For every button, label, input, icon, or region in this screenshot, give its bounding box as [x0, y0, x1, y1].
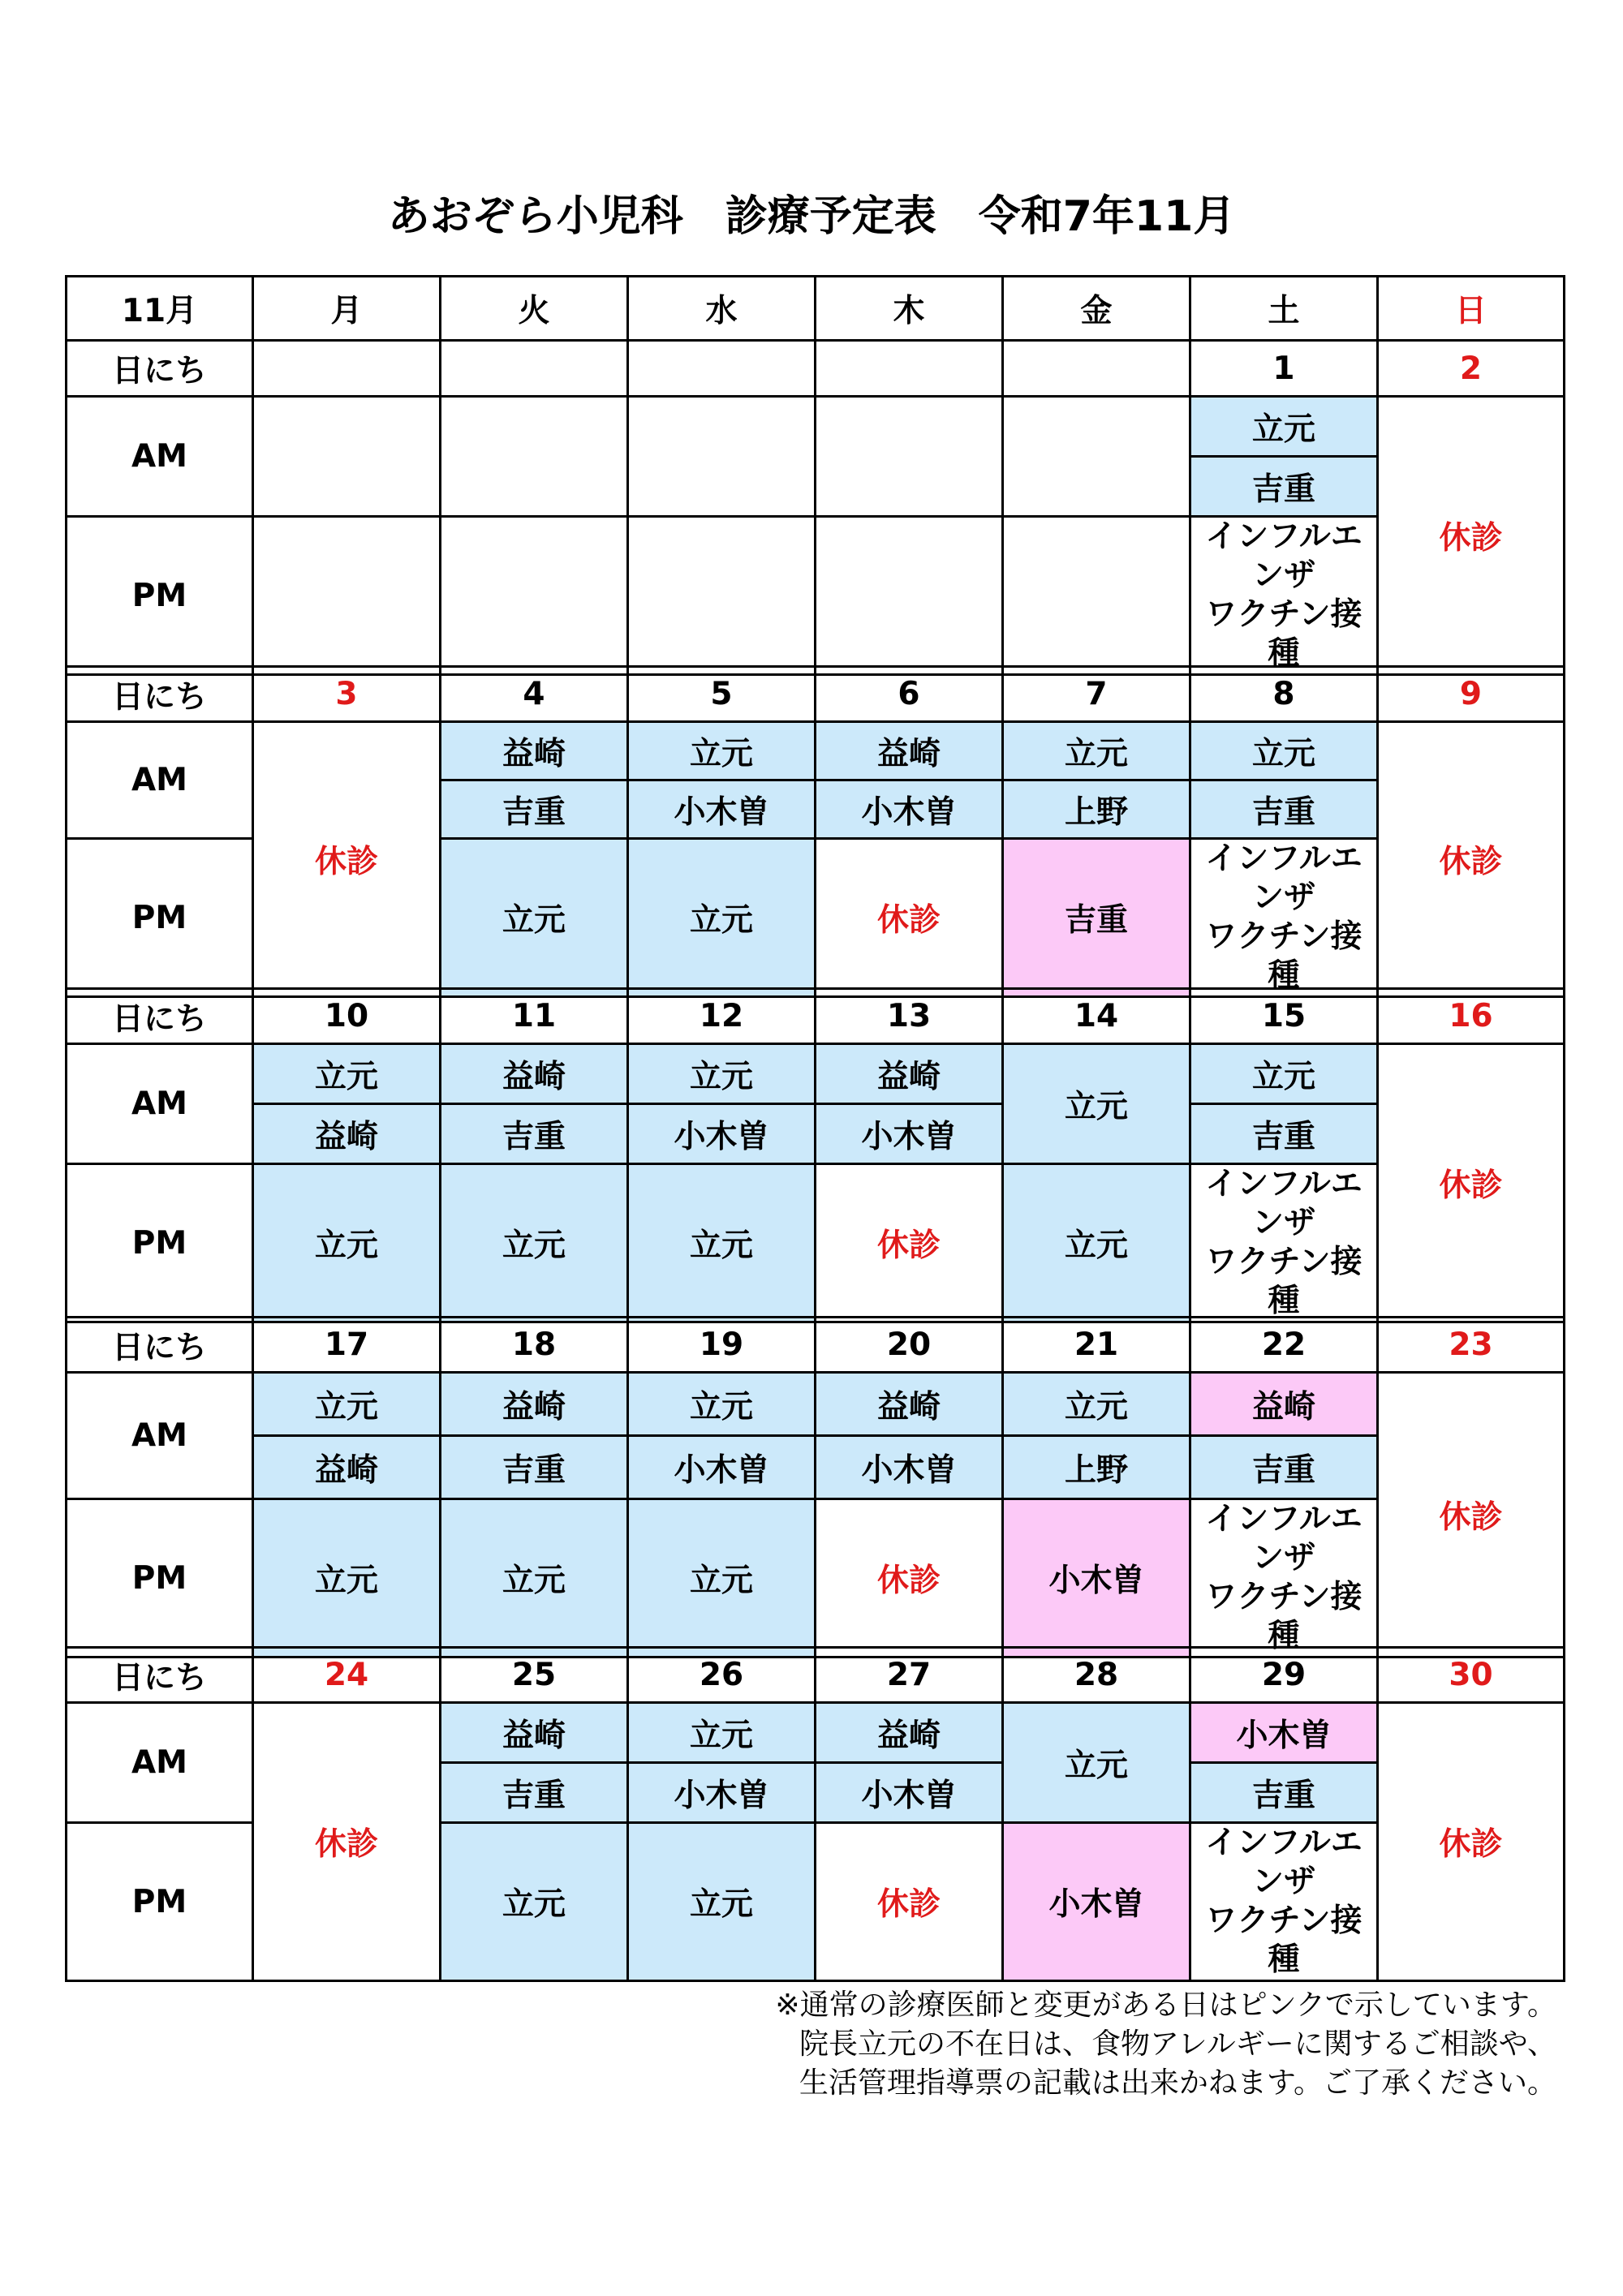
doctor-cell: 益崎 [441, 1044, 628, 1104]
date-cell: 22 [1190, 1318, 1378, 1373]
vaccine-line2: ワクチン接種 [1205, 1903, 1363, 1978]
am-label: AM [67, 722, 253, 839]
doctor-cell: 益崎 [816, 1703, 1003, 1763]
doctor-cell: 益崎 [816, 1044, 1003, 1104]
doctor-cell: 立元 [628, 1823, 816, 1981]
date-cell: 27 [816, 1648, 1003, 1703]
doctor-cell: 立元 [441, 839, 628, 997]
vaccine-line2: ワクチン接種 [1205, 918, 1363, 994]
date-row-label: 日にち [67, 1318, 253, 1373]
doctor-cell: 立元 [441, 1499, 628, 1658]
pm-label: PM [67, 1823, 253, 1981]
doctor-cell: 立元 [628, 1703, 816, 1763]
schedule-week-4 [65, 1316, 1565, 1658]
date-cell: 18 [441, 1318, 628, 1373]
date-cell: 1 [1190, 341, 1378, 397]
date-cell: 5 [628, 667, 816, 722]
doctor-cell: 益崎 [253, 1104, 441, 1164]
empty-cell [816, 517, 1003, 675]
date-cell: 2 [1378, 341, 1565, 397]
am-label: AM [67, 1373, 253, 1499]
doctor-cell: 吉重 [441, 1436, 628, 1499]
empty-cell [441, 517, 628, 675]
date-cell: 9 [1378, 667, 1565, 722]
doctor-cell: 小木曽 [628, 1436, 816, 1499]
date-cell: 29 [1190, 1648, 1378, 1703]
doctor-cell: 上野 [1003, 1436, 1190, 1499]
vaccine-cell [1190, 1823, 1378, 1981]
empty-cell [253, 517, 441, 675]
doctor-cell: 立元 [253, 1164, 441, 1322]
date-cell: 17 [253, 1318, 441, 1373]
am-label: AM [67, 397, 253, 517]
date-cell: 15 [1190, 989, 1378, 1044]
schedule-week-2 [65, 665, 1565, 998]
date-cell [441, 341, 628, 397]
header-month: 11月 [67, 277, 253, 341]
doctor-cell: 益崎 [441, 1703, 628, 1763]
closed-cell: 休診 [253, 722, 441, 997]
doctor-cell: 小木曽 [816, 780, 1003, 839]
date-row-label: 日にち [67, 1648, 253, 1703]
vaccine-cell [1190, 839, 1378, 997]
doctor-cell: 立元 [628, 1499, 816, 1658]
footnote [775, 1986, 1556, 2103]
date-cell [1003, 341, 1190, 397]
doctor-cell: 立元 [253, 1373, 441, 1436]
doctor-cell: 吉重 [441, 1763, 628, 1823]
vaccine-cell [1190, 1164, 1378, 1322]
closed-cell: 休診 [1378, 722, 1565, 997]
pm-label: PM [67, 1499, 253, 1658]
date-cell: 14 [1003, 989, 1190, 1044]
doctor-cell: 立元 [253, 1499, 441, 1658]
vaccine-cell [1190, 517, 1378, 675]
date-row-label: 日にち [67, 989, 253, 1044]
doctor-cell: 立元 [1003, 1373, 1190, 1436]
empty-cell [441, 397, 628, 517]
closed-cell: 休診 [816, 1823, 1003, 1981]
vaccine-line1: インフルエンザ [1205, 841, 1363, 916]
date-cell: 16 [1378, 989, 1565, 1044]
doctor-cell: 立元 [1190, 722, 1378, 780]
am-label: AM [67, 1044, 253, 1164]
page-title: あおぞら小児科 診療予定表 令和7年11月 [387, 192, 1236, 241]
date-cell: 4 [441, 667, 628, 722]
doctor-cell: 立元 [628, 1044, 816, 1104]
date-cell: 13 [816, 989, 1003, 1044]
vaccine-line2: ワクチン接種 [1205, 596, 1363, 672]
date-cell [253, 341, 441, 397]
header-day-fri: 金 [1003, 277, 1190, 341]
doctor-cell: 吉重 [1190, 1763, 1378, 1823]
doctor-cell: 吉重 [441, 1104, 628, 1164]
doctor-cell: 吉重 [1190, 1436, 1378, 1499]
vaccine-cell [1190, 1499, 1378, 1658]
date-cell: 8 [1190, 667, 1378, 722]
doctor-cell: 益崎 [441, 1373, 628, 1436]
header-day-sat: 土 [1190, 277, 1378, 341]
doctor-cell: 小木曽 [628, 780, 816, 839]
header-day-tue: 火 [441, 277, 628, 341]
vaccine-line2: ワクチン接種 [1205, 1244, 1363, 1319]
doctor-cell: 小木曽 [628, 1104, 816, 1164]
doctor-cell-changed: 吉重 [1003, 839, 1190, 997]
doctor-cell-changed: 小木曽 [1190, 1703, 1378, 1763]
doctor-cell: 吉重 [441, 780, 628, 839]
doctor-cell: 小木曽 [628, 1763, 816, 1823]
pm-label: PM [67, 839, 253, 997]
note-line: ※通常の診療医師と変更がある日はピンクで示しています。 [775, 1989, 1556, 2022]
closed-cell: 休診 [816, 1499, 1003, 1658]
doctor-cell-changed: 小木曽 [1003, 1823, 1190, 1981]
vaccine-line1: インフルエンザ [1205, 1825, 1363, 1900]
closed-cell: 休診 [816, 1164, 1003, 1322]
doctor-cell: 立元 [1003, 1703, 1190, 1823]
date-cell: 23 [1378, 1318, 1565, 1373]
doctor-cell: 立元 [1190, 397, 1378, 457]
closed-cell: 休診 [816, 839, 1003, 997]
doctor-cell: 益崎 [816, 722, 1003, 780]
doctor-cell: 益崎 [253, 1436, 441, 1499]
doctor-cell: 吉重 [1190, 780, 1378, 839]
doctor-cell: 立元 [628, 839, 816, 997]
empty-cell [1003, 397, 1190, 517]
closed-cell: 休診 [1378, 397, 1565, 675]
doctor-cell: 益崎 [816, 1373, 1003, 1436]
header-day-thu: 木 [816, 277, 1003, 341]
pm-label: PM [67, 517, 253, 675]
doctor-cell: 立元 [628, 722, 816, 780]
date-row-label: 日にち [67, 667, 253, 722]
date-cell: 28 [1003, 1648, 1190, 1703]
vaccine-line1: インフルエンザ [1205, 1501, 1363, 1576]
doctor-cell: 吉重 [1190, 1104, 1378, 1164]
date-cell: 10 [253, 989, 441, 1044]
date-cell: 19 [628, 1318, 816, 1373]
doctor-cell: 小木曽 [816, 1104, 1003, 1164]
date-row-label: 日にち [67, 341, 253, 397]
header-day-wed: 水 [628, 277, 816, 341]
doctor-cell: 小木曽 [816, 1763, 1003, 1823]
date-cell [816, 341, 1003, 397]
vaccine-line1: インフルエンザ [1205, 1166, 1363, 1241]
doctor-cell: 立元 [628, 1373, 816, 1436]
header-day-sun: 日 [1378, 277, 1565, 341]
doctor-cell: 立元 [441, 1164, 628, 1322]
doctor-cell-changed: 益崎 [1190, 1373, 1378, 1436]
doctor-cell: 立元 [1003, 1164, 1190, 1322]
date-cell [628, 341, 816, 397]
date-cell: 26 [628, 1648, 816, 1703]
closed-cell: 休診 [1378, 1044, 1565, 1322]
empty-cell [1003, 517, 1190, 675]
date-cell: 30 [1378, 1648, 1565, 1703]
doctor-cell: 立元 [253, 1044, 441, 1104]
date-cell: 7 [1003, 667, 1190, 722]
date-cell: 3 [253, 667, 441, 722]
empty-cell [628, 517, 816, 675]
am-label: AM [67, 1703, 253, 1823]
doctor-cell: 立元 [1003, 722, 1190, 780]
doctor-cell: 立元 [628, 1164, 816, 1322]
closed-cell: 休診 [253, 1703, 441, 1981]
pm-label: PM [67, 1164, 253, 1322]
date-cell: 11 [441, 989, 628, 1044]
schedule-week-3 [65, 987, 1565, 1323]
empty-cell [628, 397, 816, 517]
doctor-cell: 立元 [441, 1823, 628, 1981]
closed-cell: 休診 [1378, 1703, 1565, 1981]
date-cell: 6 [816, 667, 1003, 722]
doctor-cell: 益崎 [441, 722, 628, 780]
doctor-cell-changed: 小木曽 [1003, 1499, 1190, 1658]
date-cell: 20 [816, 1318, 1003, 1373]
vaccine-line1: インフルエンザ [1205, 518, 1363, 594]
doctor-cell: 立元 [1190, 1044, 1378, 1104]
date-cell: 21 [1003, 1318, 1190, 1373]
date-cell: 25 [441, 1648, 628, 1703]
note-line: 院長立元の不在日は、食物アレルギーに関するご相談や、 [799, 2027, 1556, 2061]
doctor-cell: 上野 [1003, 780, 1190, 839]
empty-cell [816, 397, 1003, 517]
doctor-cell: 小木曽 [816, 1436, 1003, 1499]
header-day-mon: 月 [253, 277, 441, 341]
date-cell: 24 [253, 1648, 441, 1703]
closed-cell: 休診 [1378, 1373, 1565, 1658]
schedule-week-5 [65, 1646, 1565, 1982]
doctor-cell: 立元 [1003, 1044, 1190, 1164]
empty-cell [253, 397, 441, 517]
doctor-cell: 吉重 [1190, 457, 1378, 517]
vaccine-line2: ワクチン接種 [1205, 1579, 1363, 1654]
note-line: 生活管理指導票の記載は出来かねます。ご了承ください。 [799, 2066, 1556, 2100]
date-cell: 12 [628, 989, 816, 1044]
schedule-week-1 [65, 275, 1565, 676]
